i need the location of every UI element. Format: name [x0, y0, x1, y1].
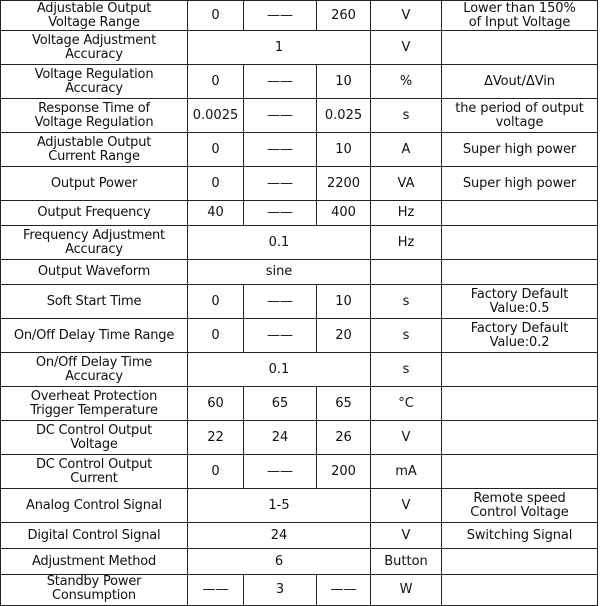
- note: [442, 549, 598, 575]
- typ-value: 3: [244, 575, 317, 606]
- unit: W: [371, 575, 442, 606]
- unit: V: [371, 1, 442, 31]
- table-row: [1, 421, 598, 455]
- param-name: Overheat Protection Trigger Temperature: [1, 387, 188, 421]
- min-value: 0: [188, 455, 244, 489]
- param-name: Output Waveform: [1, 260, 188, 285]
- min-value: ——: [188, 575, 244, 606]
- unit: s: [371, 353, 442, 387]
- value: 24: [188, 523, 371, 549]
- typ-value: ——: [244, 455, 317, 489]
- param-name: DC Control Output Voltage: [1, 421, 188, 455]
- max-value: 10: [317, 65, 371, 99]
- min-value: 0: [188, 1, 244, 31]
- unit: Hz: [371, 201, 442, 226]
- min-value: 0.0025: [188, 99, 244, 133]
- param-name: Adjustable Output Current Range: [1, 133, 188, 167]
- param-name: Response Time of Voltage Regulation: [1, 99, 188, 133]
- table-row: [1, 387, 598, 421]
- unit: VA: [371, 167, 442, 201]
- min-value: 22: [188, 421, 244, 455]
- typ-value: ——: [244, 1, 317, 31]
- unit: s: [371, 319, 442, 353]
- value: 0.1: [188, 353, 371, 387]
- value: 0.1: [188, 226, 371, 260]
- param-name: Standby Power Consumption: [1, 575, 188, 606]
- max-value: 0.025: [317, 99, 371, 133]
- note: Factory Default Value:0.2: [442, 319, 598, 353]
- table-row: [1, 31, 598, 65]
- unit: %: [371, 65, 442, 99]
- unit: Button: [371, 549, 442, 575]
- max-value: 200: [317, 455, 371, 489]
- typ-value: ——: [244, 167, 317, 201]
- table-row: [1, 260, 598, 285]
- note: [442, 31, 598, 65]
- table-row: [1, 65, 598, 99]
- unit: V: [371, 523, 442, 549]
- table-row: [1, 1, 598, 31]
- min-value: 0: [188, 319, 244, 353]
- param-name: Adjustable Output Voltage Range: [1, 1, 188, 31]
- min-value: 60: [188, 387, 244, 421]
- note: [442, 575, 598, 606]
- param-name: Voltage Regulation Accuracy: [1, 65, 188, 99]
- typ-value: 65: [244, 387, 317, 421]
- max-value: 400: [317, 201, 371, 226]
- note: Remote speed Control Voltage: [442, 489, 598, 523]
- value: 1-5: [188, 489, 371, 523]
- unit: Hz: [371, 226, 442, 260]
- param-name: Soft Start Time: [1, 285, 188, 319]
- value: 6: [188, 549, 371, 575]
- param-name: Output Frequency: [1, 201, 188, 226]
- note: [442, 226, 598, 260]
- typ-value: ——: [244, 319, 317, 353]
- param-name: On/Off Delay Time Range: [1, 319, 188, 353]
- max-value: 260: [317, 1, 371, 31]
- typ-value: ——: [244, 133, 317, 167]
- param-name: Digital Control Signal: [1, 523, 188, 549]
- min-value: 0: [188, 65, 244, 99]
- unit: mA: [371, 455, 442, 489]
- table-row: [1, 226, 598, 260]
- table-row: [1, 353, 598, 387]
- min-value: 0: [188, 133, 244, 167]
- note: [442, 353, 598, 387]
- unit: V: [371, 421, 442, 455]
- table-row: [1, 455, 598, 489]
- table-row: [1, 319, 598, 353]
- note: Super high power: [442, 167, 598, 201]
- table-row: [1, 99, 598, 133]
- typ-value: ——: [244, 285, 317, 319]
- typ-value: ——: [244, 99, 317, 133]
- unit: °C: [371, 387, 442, 421]
- value: sine: [188, 260, 371, 285]
- unit: A: [371, 133, 442, 167]
- note: Switching Signal: [442, 523, 598, 549]
- note: Lower than 150% of Input Voltage: [442, 1, 598, 31]
- max-value: 65: [317, 387, 371, 421]
- table-row: [1, 133, 598, 167]
- table-row: [1, 489, 598, 523]
- min-value: 0: [188, 167, 244, 201]
- param-name: Adjustment Method: [1, 549, 188, 575]
- table-row: [1, 285, 598, 319]
- param-name: Voltage Adjustment Accuracy: [1, 31, 188, 65]
- table-row: [1, 575, 598, 606]
- param-name: On/Off Delay Time Accuracy: [1, 353, 188, 387]
- max-value: ——: [317, 575, 371, 606]
- table-row: [1, 201, 598, 226]
- typ-value: ——: [244, 65, 317, 99]
- unit: V: [371, 489, 442, 523]
- unit: V: [371, 31, 442, 65]
- value: 1: [188, 31, 371, 65]
- table-row: [1, 167, 598, 201]
- note: the period of output voltage: [442, 99, 598, 133]
- max-value: 2200: [317, 167, 371, 201]
- note: [442, 421, 598, 455]
- unit: s: [371, 285, 442, 319]
- unit: s: [371, 99, 442, 133]
- typ-value: 24: [244, 421, 317, 455]
- param-name: DC Control Output Current: [1, 455, 188, 489]
- note: [442, 455, 598, 489]
- typ-value: ——: [244, 201, 317, 226]
- unit: [371, 260, 442, 285]
- note: Factory Default Value:0.5: [442, 285, 598, 319]
- min-value: 0: [188, 285, 244, 319]
- param-name: Frequency Adjustment Accuracy: [1, 226, 188, 260]
- min-value: 40: [188, 201, 244, 226]
- note: [442, 260, 598, 285]
- max-value: 20: [317, 319, 371, 353]
- max-value: 10: [317, 133, 371, 167]
- note: [442, 387, 598, 421]
- max-value: 26: [317, 421, 371, 455]
- note: [442, 201, 598, 226]
- table-row: [1, 523, 598, 549]
- param-name: Output Power: [1, 167, 188, 201]
- table-row: [1, 549, 598, 575]
- note: ΔVout/ΔVin: [442, 65, 598, 99]
- max-value: 10: [317, 285, 371, 319]
- note: Super high power: [442, 133, 598, 167]
- param-name: Analog Control Signal: [1, 489, 188, 523]
